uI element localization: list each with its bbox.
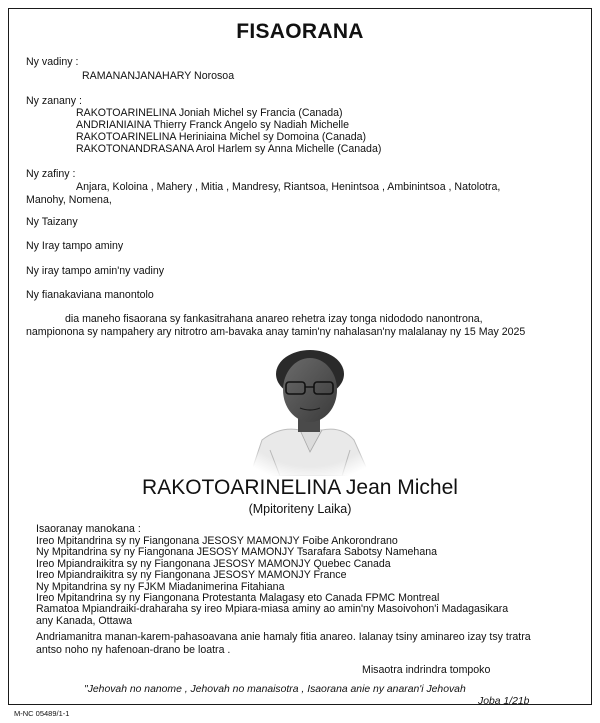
special-thanks-list xyxy=(36,536,508,627)
deceased-name: RAKOTOARINELINA Jean Michel xyxy=(142,476,458,499)
grandchildren-line: Anjara, Koloina , Mahery , Mitia , Mandresy, Riantsoa, Henintsoa , Ambinintsoa , Natolotra, xyxy=(76,181,501,193)
child-line: RAKOTOARINELINA Joniah Michel sy Francia (Canada) xyxy=(76,107,343,119)
deceased-portrait xyxy=(230,340,390,476)
children-heading: Ny zanany : xyxy=(26,95,82,107)
ad-reference: M-NC 05489/1-1 xyxy=(14,709,70,718)
list-item: Ireo Mpiandraikitra sy ny Fiangonana JESOSY MAMONJY France xyxy=(36,569,347,582)
intro-line: dia maneho fisaorana sy fankasitrahana anareo rehetra izay tonga nidododo nanontrona, xyxy=(65,313,483,325)
intro-line: nampionona sy nampahery ary nitrotro am-bavaka anay tamin'ny nahalasan'ny malalanay ny 15 May 2025 xyxy=(26,326,526,338)
closing-line: antso noho ny hafenoan-drano be loatra . xyxy=(36,644,231,656)
spouse-siblings-heading: Ny iray tampo amin'ny vadiny xyxy=(26,265,165,277)
wife-heading: Ny vadiny : xyxy=(26,56,79,68)
list-item: any Kanada, Ottawa xyxy=(36,614,132,627)
list-item: Ireo Mpitandrina sy ny Fiangonana Protestanta Malagasy eto Canada FPMC Montreal xyxy=(36,592,440,605)
list-item: Ramatoa Mpiandraiki-draharaha sy ireo Mpiara-miasa aminy ao amin'ny Masoivohon'i Madagasikara xyxy=(36,603,509,616)
child-line: ANDRIANIAINA Thierry Franck Angelo sy Nadiah Michelle xyxy=(76,119,349,131)
list-item: Ny Mpitandrina sy ny Fiangonana JESOSY MAMONJY Tsarafara Sabotsy Namehana xyxy=(36,546,437,559)
siblings-heading: Ny Iray tampo aminy xyxy=(26,240,124,252)
grandchildren-line: Manohy, Nomena, xyxy=(26,194,112,206)
great-grandchildren-heading: Ny Taizany xyxy=(26,216,78,228)
verse-reference: Joba 1/21b xyxy=(478,696,530,707)
grandchildren-heading: Ny zafiny : xyxy=(26,168,76,180)
closing-line: Andriamanitra manan-karem-pahasoavana anie hamaly fitia anareo. Ialanay tsiny aminareo izay tsy tratra xyxy=(36,631,531,643)
special-thanks-heading: Isaoranay manokana : xyxy=(36,523,141,535)
wife-name: RAMANANJANAHARY Norosoa xyxy=(82,70,235,82)
list-item: Ny Mpitandrina sy ny FJKM Miadanimerina Fitahiana xyxy=(36,580,285,593)
thanks-line: Misaotra indrindra tompoko xyxy=(362,664,491,676)
bible-verse: "Jehovah no nanome , Jehovah no manaisotra , Isaorana anie ny anaran'i Jehovah xyxy=(84,684,466,695)
family-heading: Ny fianakaviana manontolo xyxy=(26,289,154,301)
list-item: Ireo Mpitandrina sy ny Fiangonana JESOSY MAMONJY Foibe Ankorondrano xyxy=(36,535,398,547)
child-line: RAKOTOARINELINA Heriniaina Michel sy Domoina (Canada) xyxy=(76,131,367,143)
deceased-role: (Mpitoriteny Laika) xyxy=(248,502,352,516)
notice-title: FISAORANA xyxy=(236,20,364,43)
child-line: RAKOTONANDRASANA Arol Harlem sy Anna Michelle (Canada) xyxy=(76,143,382,155)
list-item: Ireo Mpiandraikitra sy ny Fiangonana JESOSY MAMONJY Quebec Canada xyxy=(36,557,391,570)
